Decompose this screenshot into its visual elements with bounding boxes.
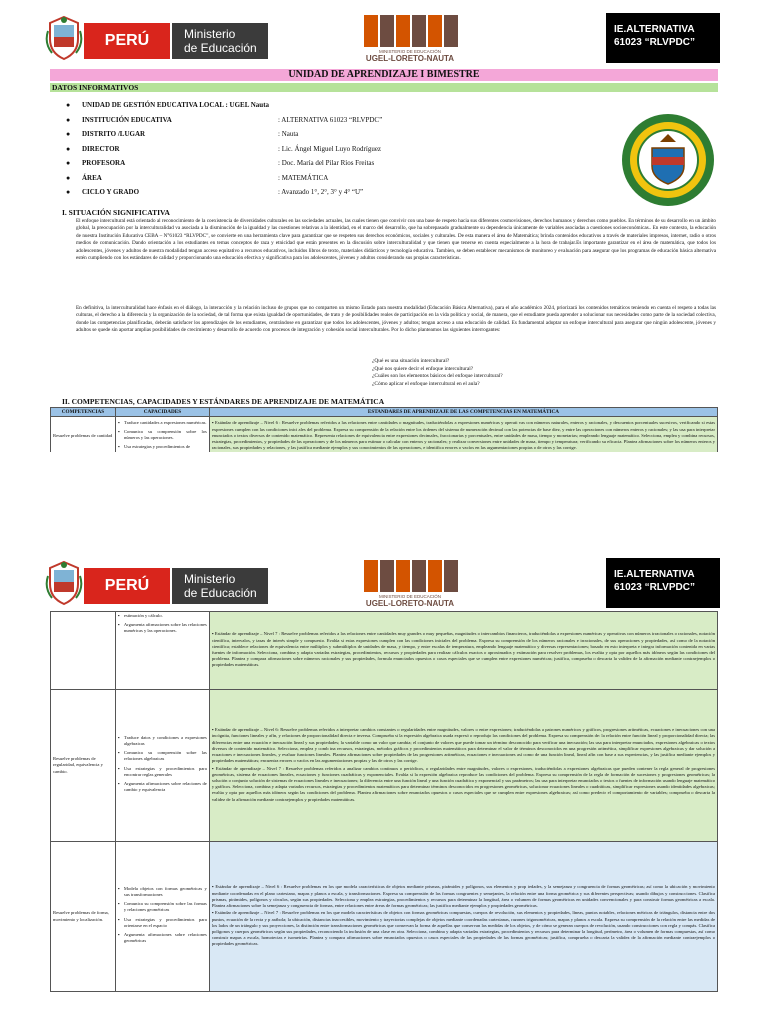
capacidades-cell <box>115 842 209 992</box>
bullet-icon: ● <box>66 159 71 167</box>
estandar-text: ▪ Estándar de aprendizaje – Nivel 6: Resuelve problemas referidos a interpretar cambios constantes o regularidades entre magnitudes, valores o entre expresiones; traduciéndolas a patrones numéricos y gráficos, progresiones aritméticas, ecuaciones e inecuaciones con una incógnita, funciones lineales y afín, y relaciones de proporcionalidad directa e inversa. Comprueba si la expresión algebraica usada expresó o reprodujo las condiciones del problema. Expresa su comprensión de: la relación entre función lineal y proporcionalidad directa; las diferencias entre una ecuación e inecuación lineal y sus propiedades; la variable como un valor que cambia; el conjunto de valores que puede tomar un término desconocido para verificar una inecuación; las usa para interpretar enunciados, expresiones algebraicas o textos diversos de contenido matemático. Selecciona, emplea y comb ina recursos, estrategias, métodos gráficos y procedimientos matemáticos para determinar el valor de términos desconocidos en una progresión aritmética, simplificar expresiones algebraicas y dar solución a ecuaciones e inecuaciones lineales, y evaluar funciones lineales. Plantea afirmaciones sobre propiedades de las progresiones aritméticas, ecuaciones e inecuaciones así como de una función lineal, lineal afín con base a sus experiencias, y las justifica mediante ejemplos y propiedades matemáticas; encuentra errores o vacíos en las argumentaciones propias y las de otros y las corrige. <box>211 727 715 764</box>
question-item: ¿Cómo aplicar el enfoque intercultural en el aula? <box>372 380 480 387</box>
table-row <box>51 612 718 690</box>
info-row <box>66 113 626 128</box>
estandar-cell <box>209 417 717 457</box>
capacidades-cell <box>115 417 209 457</box>
info-row <box>66 142 626 157</box>
section-1-title: I. SITUACIÓN SIGNIFICATIVA <box>62 208 170 217</box>
question-item: ¿Qué nos quiere decir el enfoque intercultural? <box>372 365 474 372</box>
capacidades-cell <box>115 612 209 690</box>
ugel-label: UGEL-LORETO-NAUTA <box>365 54 455 63</box>
document-page-2 <box>0 548 768 1024</box>
info-value: : Doc. María del Pilar Ríos Freitas <box>278 159 375 167</box>
datos-heading: DATOS INFORMATIVOS <box>50 83 718 92</box>
competencies-table <box>50 407 718 457</box>
info-row <box>66 185 626 200</box>
capacidad-item: ▪ Comunica su comprensión sobre las formas y relaciones geométricas <box>124 901 207 913</box>
ie-badge <box>606 13 720 63</box>
competencia-cell: Resuelve problemas de cantidad <box>51 417 116 457</box>
table-row <box>51 690 718 842</box>
ie-line-2: 61023 “RLVPDC” <box>614 37 695 48</box>
competencies-table-continued <box>50 611 718 992</box>
info-label: INSTITUCIÓN EDUCATIVA <box>82 115 172 124</box>
info-value: : MATEMÁTICA <box>278 173 329 182</box>
ministerio-line-2: de Educación <box>184 586 257 600</box>
ie-badge <box>606 558 720 608</box>
info-list <box>66 98 626 200</box>
bullet-icon: ● <box>66 173 71 182</box>
info-row <box>66 156 626 171</box>
ministerio-label <box>172 568 268 604</box>
info-row <box>66 127 626 142</box>
capacidad-item: ▪ Usa estrategias y procedimientos de <box>124 444 207 450</box>
question-item: ¿Qué es una situación intercultural? <box>372 358 450 364</box>
estandar-text: ▪ Estándar de aprendizaje – Nivel 7 : Resuelve problemas en los que modela características de objetos con formas geométricas compuestas, cuerpos de revolución, sus elementos y propiedades, líneas, puntos notables, relaciones métricas de triángulos, distancia entre dos puntos, ecuación de la recta y p arábola; la ubicación, distancias inaccesibles, movimiento y trayectorias complejas de objetos mediante coordenadas cartesianas, razones trigonométricas, mapas y planos a escala. Expresa su comprensión de la relación entre las medidas de los lados de un triángulo y sus proyecciones, la distinción entre transformaciones geométricas que conservan la forma de aquellas que conservan las medidas de los objetos, y de cómo se generan cuerpos de revolución, usando construcciones con regla y compás. Clasifica polígonos y cuerpos geométricos según sus propiedades, reconociendo la inclusión de una clase en otra. Selecciona, combina y adapta variadas estrategias, procedimientos y recursos para determinar la longitud, perímetro, área o volumen de formas compuestas, así como construir mapas a escala, homotecias e isometrías. Plantea y compara afirmaciones sobre enunciados opuestos o casos especiales de las propiedades de las formas geométricas; justifica, comprueba o descarta la validez de la afirmación mediante contraejemplos o propiedades geométricas. <box>211 910 715 947</box>
column-header: ESTANDARES DE APRENDIZAJE DE LAS COMPETENCIAS EN MATEMÁTICA <box>209 408 717 417</box>
capacidad-item: ▪ Argumenta afirmaciones sobre relaciones geométricas <box>124 932 207 944</box>
bullet-icon: ● <box>66 115 71 124</box>
estandar-cell <box>209 842 717 992</box>
document-title: UNIDAD DE APRENDIZAJE I BIMESTRE <box>50 69 718 81</box>
capacidad-item: ▪ Argumenta afirmaciones sobre las relaciones numéricas y las operaciones. <box>124 622 207 634</box>
question-item: ¿Cuáles son los elementos básicos del enfoque intercultural? <box>372 373 503 380</box>
estandar-text: ▪ Estándar de aprendizaje – Nivel 6 : Resuelve problemas referidos a las relaciones entre cantidades o magnitudes, traduciéndolas a expresiones numéricas y operati vas con números naturales, enteros y racionales, y descuentos porcentuales sucesivos, verificando si estas expresiones cumplen con las condiciones inici ales del problema. Expresa su comprensión de la relación entre los órdenes del sistema de numeración decimal con las potencias de base diez, y entre las operaciones con números enteros y racionales; y las usa para interpretar enunciados o textos diversos de contenido matemático. Representa relaciones de equivalencia entre expresiones decimales, fraccionarias y porcentuales, entre unidades de masa, tiempo y monetarias; empleando lenguaje matemático. Selecciona, emplea y combina recursos, estrategias, procedimientos, y propiedades de las operaciones y de los números para estimar o calcular con enteros y racionales; y realizar conversiones entre unidades de masa, tiempo y temperatura; verificando su eficacia. Plantea afirmaciones sobre los números enteros y racionales, sus propiedades y relaciones, y las justifica mediante ejemplos y sus conocimientos de las operaciones, e identifica errores o vacíos en las argumentaciones propias o de otros y las corrige. <box>211 420 715 451</box>
ugel-logo <box>330 558 490 608</box>
ministerio-label <box>172 23 268 59</box>
info-label: UNIDAD DE GESTIÓN EDUCATIVA LOCAL : UGEL Nauta <box>82 101 270 109</box>
estandar-text: ▪ Estándar de aprendizaje – Nivel 7 : Resuelve problemas referidos a analizar cambios continuos o periódicos, o regularidades entre magnitudes, valores o expresiones, traduciéndolas a expresiones algebraicas que pueden contener la regla general de progresiones geométricas, sistema de ecuaciones lineales, ecuaciones y funciones cuadráticas y exponenciales. Evalúa si la expresión algebraica reproduce las condiciones del problema. Expresa su comprensión de la regla de formación de sucesiones y progresiones geométricas; la solución o conjunto solución de sistemas de ecuaciones lineales e inecuaciones; la diferencia entre una función lineal y una función cuadrática y exponencial y sus parámetros; las usa para interpretar enunciados o textos o fuentes de información usando lenguaje matemático y gráficos. Selecciona, combina y adapta variados recursos, estrategias y procedimientos matemáticos para determinar términos desconocidos en progresiones geométricas, solucionar ecuaciones lineales o cuadráticas, simplificar expresiones usando identidades algebraicas; evalúa y opta por aquellos más idóneos según las condiciones del problema. Plantea afirmaciones sobre enunciados opuestos o casos especiales que se cumplen entre expresiones algebraicas; así como predecir el comportamiento de variables; comprueba o descarta la validez de la afirmación mediante contraejemplos y propiedades matemáticas. <box>211 765 715 802</box>
ministerio-line-1: Ministerio <box>184 27 236 41</box>
table-header-row <box>51 408 718 417</box>
bullet-icon: ● <box>66 188 71 196</box>
ugel-label: UGEL-LORETO-NAUTA <box>365 599 455 608</box>
competencia-cell: Resuelve problemas de forma, movimiento y localización. <box>51 842 116 992</box>
column-header: COMPETENCIAS <box>51 408 116 417</box>
column-header: CAPACIDADES <box>115 408 209 417</box>
info-label: PROFESORA <box>82 159 126 167</box>
bullet-icon: ● <box>66 101 71 109</box>
school-emblem-logo <box>620 112 716 208</box>
estandar-cell <box>209 612 717 690</box>
info-label: DIRECTOR <box>82 144 120 153</box>
peru-label: PERÚ <box>84 23 170 59</box>
ie-line-1: IE.ALTERNATIVA <box>614 569 695 580</box>
info-value: : Lic. Ángel Miguel Luyo Rodríguez <box>278 144 382 153</box>
page-header <box>44 13 720 65</box>
peru-coat-of-arms-icon <box>44 558 84 606</box>
competencia-cell: Resuelve problemas de regularidad, equivalencia y cambio. <box>51 690 116 842</box>
ie-line-2: 61023 “RLVPDC” <box>614 582 695 593</box>
page-header <box>44 558 720 610</box>
ie-line-1: IE.ALTERNATIVA <box>614 24 695 35</box>
table-row <box>51 417 718 457</box>
info-label: CICLO Y GRADO <box>82 188 140 196</box>
bullet-icon: ● <box>66 130 71 138</box>
capacidad-item: ▪ Traduce cantidades a expresiones numéricas. <box>124 420 207 426</box>
info-row <box>66 98 626 113</box>
info-value: : ALTERNATIVA 61023 “RLVPDC” <box>278 115 383 124</box>
info-label: DISTRITO /LUGAR <box>82 130 146 138</box>
questions-list <box>372 358 503 388</box>
capacidades-cell <box>115 690 209 842</box>
estandar-cell <box>209 690 717 842</box>
ugel-sub: MINISTERIO DE EDUCACIÓN <box>378 49 442 54</box>
info-value: : Avanzado 1°, 2°, 3° y 4° “U” <box>278 188 364 196</box>
estandar-text: ▪ Estándar de aprendizaje – Nivel 7 : Resuelve problemas referidos a las relaciones entre cantidades muy grandes o muy pequeñas, magnitudes o intercambios financieros, traduciéndolas a expresiones numéricas y operativas con números irracionales o racionales, notación científica, intervalos, y tasas de interés simple y compuesto. Evalúa si estas expresiones cumplen con las condiciones iniciales del problema. Expresa su comprensión de los números racionales e irracionales, de sus operaciones y propiedades, así como de la notación científica; establece relaciones de equivalencia entre múltiplos y submúltiplos de unidades de masa, y tiempo, y entre escalas de temperatura, empleando lenguaje matemático y diversas representaciones; basado en esto interpreta e integra información contenida en varias fuentes de información. Selecciona, combina y adapta variadas estrategias, procedimientos, recursos y propiedades para realizar cálculos exactos o aproximados y estimación para resolver problemas, los evalúa y opta por aquellos más idóneos según las condiciones del problema. Plantea y compara afirmaciones sobre números racionales y sus propiedades, formula enunciados opuestos o casos especiales que se cumplen entre expresiones numéricas; justifica, comprueba o descarta la validez de la afirmación mediante contraejemplos o propiedades matemáticas. <box>211 631 715 668</box>
estandar-text: ▪ Estándar de aprendizaje – Nivel 6 : Resuelve problemas en los que modela características de objetos mediante prismas, pirámides y polígonos, sus elementos y prop iedades, y la semejanza y congruencia de formas geométricas; así como la ubicación y movimiento mediante coordenadas en el plano cartesiano, mapas y planos a escala, y transformaciones. Expresa su comprensión de las formas congruentes y semejantes, la relación entre una forma geométrica y sus diferentes perspectivas; usando dibujos y construcciones. Clasifica prismas, pirámides, polígonos y círculos, según sus propiedades. Selecciona y emplea estrategias, procedimientos y recursos para determinar la longitud, área o volumen de formas geométricas en unidades convencionales y para construir formas geométricas a escala. Plantea afirmaciones sobre la semejanza y congruencia de formas, entre relaciones entre áreas de formas geométricas; las justifica mediante ejemplos y propiedades geométricas. <box>211 884 715 909</box>
info-value: : Nauta <box>278 130 299 138</box>
capacidad-item: ▪ Traduce datos y condiciones a expresiones algebraicas <box>124 735 207 747</box>
capacidad-item: ▪ estimación y cálculo. <box>124 613 207 619</box>
competencia-cell <box>51 612 116 690</box>
bullet-icon: ● <box>66 144 71 153</box>
document-page-1 <box>0 0 768 452</box>
ministerio-line-1: Ministerio <box>184 572 236 586</box>
ugel-logo <box>330 13 490 63</box>
capacidad-item: ▪ Modela objetos con formas geométricas y sus transformaciones <box>124 886 207 898</box>
info-label: ÁREA <box>82 173 102 182</box>
section-2-title: II. COMPETENCIAS, CAPACIDADES Y ESTÁNDARES DE APRENDIZAJE DE MATEMÁTICA <box>62 397 385 406</box>
section-1-paragraph-1: El enfoque intercultural está orientado al reconocimiento de la coexistencia de diversidades culturales en las sociedades actuales, las cuales tienen que convivir con una base de respeto hacia sus diferentes cosmovisiones, derechos humanos y derechos como pueblos. En términos de su desarrollo en un ámbito global, la preocupación por la interculturalidad va asociada a la disminución de la igualdad y las cuestiones relativas a la identidad, en el marco del desarrollo, que ha sobrepasado gradualmente su dependencia únicamente de variables asociadas a cuestiones socioeconómicas.. En este contexto, la educación de nuestra Institución Educativa CEBA – N°61023 “RLVPDC”, se convierte en una herramienta clave para garantizar que se respeten sus derechos económicos, sociales y culturales. De esta manera el área de Matemática; brinda contenidos educativos a través de materiales impresos, internet, radio o otros medios de comunicación. Dando orientación a los estudiantes en temas conceptos de raza y etnicidad que están presentes en la discusión sobre interculturalidad y que tienen que tenerse en cuenta especialmente a la hora de trabajar.Es importante garantizar en el área de matemática, que todos los adolescentes, jóvenes y adultos de nuestra modalidad tengan acceso equitativo a recursos educativos, incluidos libros de texto, materiales didácticos y tecnología educativa. Tambien, se deben establecer mecanismos de monitoreo y evaluación para asegurar que los programas de educación básica alternativa estén cumpliendo con los estándares de calidad y proporcionando una educación efectiva y significativa para los adolescentes, jóvenes y adultos considerando sus propias características. <box>76 218 716 262</box>
section-1-paragraph-2: En definitiva, la interculturalidad hace énfasis en el diálogo, la interacción y la relación incluso de grupos que no comparten un mismo Estado para nuestra modalidad (Educación Básica Alternativa), para el año académico 2024, priorizará los contenidos temáticos teniendo en cuenta el respeto a todas las culturas, el derecho a la diferencia y la organización de la sociedad, de tal forma que exista igualdad de oportunidades, de trato y de posibilidades reales de participación en la vida política y social, de manera, que el estudiante pueda aprender a solucionar sus necesidades como parte de la sociedad colectiva, donde las competencias planificadas, deberán satisfacer los aprendizajes de los estudiantes, centrándose en garantizar que todos los adolescentes, jóvenes y adultos; tengan acceso a una educación de calidad. Es fundamental adoptar un enfoque intercultural para asegurar que ningún adolescente, jóvenes y adultos se quede sin aportar amplias posibilidades de crecimiento y desarrollo de acuerdo con procesos de integración y cohesión social interculturales. Por lo dicho planteamos las siguientes interrogantes: <box>76 305 716 334</box>
info-row <box>66 171 626 186</box>
capacidad-item: ▪ Usa estrategias y procedimientos para orientarse en el espacio <box>124 917 207 929</box>
page-gap <box>0 452 768 548</box>
capacidad-item: ▪ Comunica su comprensión sobre las relaciones algebraicas <box>124 750 207 762</box>
ministerio-line-2: de Educación <box>184 41 257 55</box>
capacidad-item: ▪ Argumenta afirmaciones sobre relaciones de cambio y equivalencia <box>124 781 207 793</box>
table-row <box>51 842 718 992</box>
capacidad-item: ▪ Comunica su comprensión sobre los números y las operaciones. <box>124 429 207 441</box>
peru-coat-of-arms-icon <box>44 13 84 61</box>
ugel-sub: MINISTERIO DE EDUCACIÓN <box>378 594 442 599</box>
peru-label: PERÚ <box>84 568 170 604</box>
capacidad-item: ▪ Usa estrategias y procedimientos para encontrar reglas generales <box>124 766 207 778</box>
